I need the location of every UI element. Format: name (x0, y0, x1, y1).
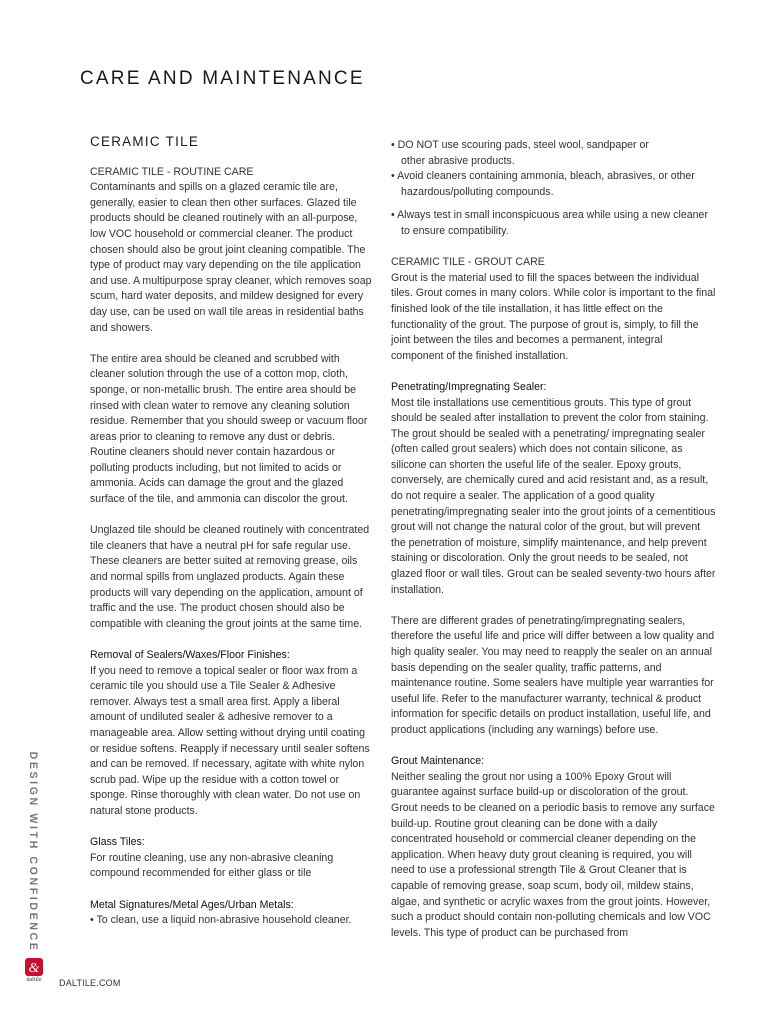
removal-paragraph: If you need to remove a topical sealer or floor wax from a ceramic tile you should use a Tile Sealer & Adhesive remover. Always test a small area first. Apply a liberal amount of undiluted sealer & adhesive remover to a manageable area. Allow setting without drying until coating or residue softens. Reapply if necessary until sealer softens and can be removed. If necessary, agitate with white nylon scrub pad. Wipe up the residue with a cotton towel or sponge. Rinse thoroughly with clean water. Do not use on natural stone products. (90, 664, 370, 817)
bullet-item: • DO NOT use scouring pads, steel wool, sandpaper or other abrasive products. (391, 139, 649, 167)
unglazed-tile-paragraph: Unglazed tile should be cleaned routinely with concentrated tile cleaners that have a neutral pH for safe regular use. These cleaners are better suited at removing grease, oils and normal spills from unglazed products. Again these products will vary depending on the application, amount of traffic and the use. The product chosen should also be compatible with cleaning the grout joints at the same time. (90, 524, 370, 630)
metal-bullet: • To clean, use a liquid non-abrasive household cleaner. (90, 914, 352, 927)
test-bullet (391, 208, 717, 239)
logo-wordmark: daltile (26, 977, 42, 983)
sealer-paragraph: Most tile installations use cementitious grouts. This type of grout should be sealed after installation to prevent the color from staining. The grout should be sealed with a penetrating/ impregnating sealer (often called grout sealers) which does not contain silicone, as silicone can shorten the useful life of the sealer. Epoxy grouts, conversely, are chemically cured and acid resistant and, as a result, do not require a sealer. The application of a good quality penetrating/impregnating sealer into the grout joints of a cementitious grout will not change the natural color of the grout, but will prevent the penetration of moisture, simplify maintenance, and help prevent staining or discoloration. Only the grout needs to be sealed, not glazed floor or wall tiles. Grout can be sealed seventy-two hours after installation. (391, 396, 716, 596)
page-title: CARE AND MAINTENANCE (80, 68, 365, 89)
grout-care-paragraph: Grout is the material used to fill the spaces between the individual tiles. Grout comes in many colors. While color is important to the final finished look of the tile installation, it has little effect on the functionality of the grout. The purpose of grout is, simply, to fill the joint between the tiles and becomes a permanent, integral component of the finished installation. (391, 271, 716, 362)
right-column (391, 138, 717, 941)
ampersand-logo-icon (25, 958, 43, 976)
side-tagline (26, 752, 40, 952)
removal-heading: Removal of Sealers/Waxes/Floor Finishes: (90, 649, 290, 661)
sealer-heading: Penetrating/Impregnating Sealer: (391, 380, 547, 393)
routine-care-paragraph-1: Contaminants and spills on a glazed ceramic tile are, generally, easier to clean then other surfaces. Glazed tile products should be cleaned routinely with an all-purpose, low VOC household or commercial cleaner. The product chosen should also be grout joint cleaning compatible. The type of product may vary depending on the tile application and use. A multipurpose spray cleaner, which removes soap scum, hard water deposits, and mildew designed for every day use, can be used on wall tile areas in residential baths and showers. (90, 181, 372, 334)
svg-text:&: & (28, 961, 40, 976)
tagline-text: DESIGN WITH CONFIDENCE (27, 751, 39, 953)
ceramic-tile-heading: CERAMIC TILE (90, 134, 200, 149)
routine-care-paragraph-2: The entire area should be cleaned and scrubbed with cleaner solution through the use of a cotton mop, cloth, sponge, or non-metallic brush. The entire area should be rinsed with clean water to remove any cleaning solution residue. Remember that you should sweep or vacuum floor areas prior to cleaning to remove any dust or debris. Routine cleaners should never contain hazardous or polluting products including, but not limited to acids or ammonia. Acids can damage the grout and the glazed surface of the tile, and ammonia can discolor the grout. (90, 352, 368, 506)
warning-bullets (391, 138, 717, 200)
site-url[interactable]: DALTILE.COM (59, 978, 121, 988)
grout-maintenance-paragraph: Neither sealing the grout nor using a 100% Epoxy Grout will guarantee against surface build-up or discoloration of the grout. Grout needs to be cleaned on a periodic basis to remove any surface build-up. Routine grout cleaning can be done with a daily concentrated household or commercial cleaner depending on the application. When heavy duty grout cleaning is required, you will need to use a professional strength Tile & Grout Cleaner that is capable of removing grease, soap scum, body oil, mildew stains, algae, and synthetic or acrylic waxes from the grout joints. However, such a product should contain non-polluting chemicals and low VOC levels. This type of product can be purchased from (391, 770, 715, 939)
left-column (90, 134, 374, 929)
metal-heading: Metal Signatures/Metal Ages/Urban Metals: (90, 898, 294, 911)
bullet-item: • Always test in small inconspicuous area while using a new cleaner to ensure compatibility. (391, 209, 708, 237)
bullet-item: • Avoid cleaners containing ammonia, bleach, abrasives, or other hazardous/polluting compounds. (391, 170, 695, 198)
routine-care-title: CERAMIC TILE - ROUTINE CARE (90, 165, 254, 178)
grout-maintenance-heading: Grout Maintenance: (391, 755, 485, 768)
daltile-logo (24, 958, 44, 984)
glass-tiles-heading: Glass Tiles: (90, 836, 145, 849)
glass-tiles-paragraph: For routine cleaning, use any non-abrasive cleaning compound recommended for either glass or tile (90, 851, 334, 880)
grout-care-title: CERAMIC TILE - GROUT CARE (391, 256, 545, 269)
sealer-grades-paragraph: There are different grades of penetrating/impregnating sealers, therefore the useful life and price will differ between a low quality and high quality sealer. You may need to reapply the sealer on an annual basis depending on the sealer quality, traffic patterns, and maintenance routine. Some sealers have multiple year warranties for useful life. Refer to the manufacturer warranty, technical & product information for specific details on product installation, useful life, and product applications (including any warnings) before use. (391, 614, 715, 736)
